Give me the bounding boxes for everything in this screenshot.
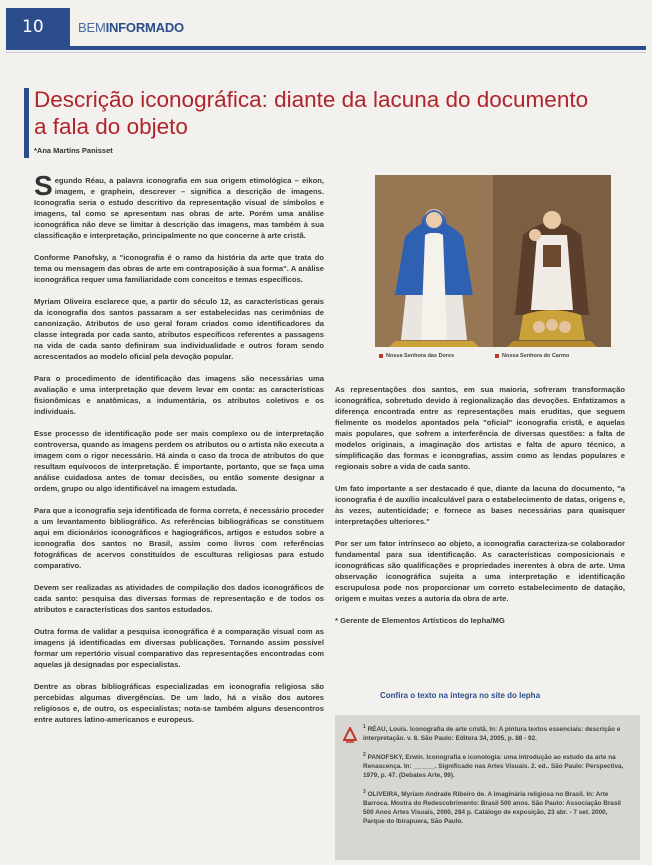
left-column (34, 170, 324, 736)
paragraph: Outra forma de validar a pesquisa iconográfica é a comparação visual com as imagens já identificadas em diversas publicações. Tornando assim possível formar um repertório visual comparativo das representações encontradas com aquelas já designadas por especialistas. (34, 627, 324, 669)
article-author: *Ana Martins Panisset (34, 146, 113, 155)
page-number: 10 (6, 8, 70, 46)
header-rule (6, 46, 646, 50)
paragraph: As representações dos santos, em sua maioria, sofreram transformação iconográfica, sobretudo devido à regionalização das devoções. Enfatizamos a diferença encontrada entre as representações mais eruditas, que seguem fielmente os modelos apontados pela "oficial" iconografia cristã, e aquelas mais populares, que sofrem a interferência de diversas questões: a falta de modelos originais, a imaginação dos artistas e falta de apuro técnico, a simplificação das formas e iconografias, assim como as lendas populares e regionais sobre a vida de cada santo. (335, 385, 625, 471)
title-accent-bar (24, 88, 29, 158)
drop-cap: S (34, 170, 53, 201)
paragraph: Por ser um fator intrínseco ao objeto, a iconografia caracteriza-se colaborador fundamental para sua identificação. As características composicionais e iconográficas são qualificações e propriedades inerentes à obra de arte. Uma observação iconográfica sujeita a uma interpretação e identificação escrupulosa pode nos proporcionar um correto estabelecimento de datação, origem e muitas vezes a autoria da obra de arte. (335, 539, 625, 603)
brand-part1: BEM (78, 20, 106, 35)
footnotes-box (335, 715, 640, 860)
paragraph: Conforme Panofsky, a "iconografia é o ramo da história da arte que trata do tema ou mensagem das obras de arte em contraposição à sua forma". A análise iconográfica requer uma familiaridade com conceitos e temas específicos. (34, 253, 324, 284)
iepha-site-link[interactable]: Confira o texto na íntegra no site do Iepha (380, 691, 541, 700)
paragraph: Esse processo de identificação pode ser mais complexo ou de interpretação controversa, quando as imagens perdem os atributos ou o artista não executa a imagem com o rigor necessário. Há ainda o caso da troca de atributos do que resultam equívocos de interpretação. É importante, portanto, que se faça uma análise cuidadosa antes de tomar decisões, ou então somente designar a ordem, grupo ou algo identificável na imagem estudada. (34, 429, 324, 493)
caption-bullet-icon (379, 354, 383, 358)
footnote: $^3$ OLIVEIRA, Myriam Andrade Ribeiro de. A imaginária religiosa no Brasil. In: Arte Barroca. Mostra do Redescobrimento: Brasil 500 anos. São Paulo: Associação Brasil 500 Anos Artes Visuais, 2000, 284 p. Catálogo de exposição, 23 abr. - 7 set. 2000, Parque do Ibirapuera, São Paulo. (363, 789, 621, 826)
photo-nossa-senhora-das-dores (375, 175, 493, 347)
photo-nossa-senhora-do-carmo (493, 175, 611, 347)
paragraph: Segundo Réau, a palavra iconografia em sua origem etimológica – eikon, imagem, e graphein, descrever – significa a descrição de imagens. Iconografia seria o estudo descritivo da representação visual de símbolos e imagens, tal como se apresentam nas obras de arte. Porém uma análise iconográfica não deve se limitar à descrição das imagens, mas também à sua classificação e interpretação, principalmente no que concerne à arte cristã. (34, 170, 324, 240)
brand-part2: INFORMADO (105, 20, 184, 35)
paragraph: Devem ser realizadas as atividades de compilação dos dados iconográficos de cada santo: pesquisa das diversas formas de representação e de todos os atributos e características dos santos estudados. (34, 583, 324, 614)
header-rule-thin (6, 52, 646, 53)
photo-caption: Nossa Senhora do Carmo (495, 353, 569, 359)
article-title: Descrição iconográfica: diante da lacuna do documento a fala do objeto (34, 87, 589, 139)
author-note: * Gerente de Elementos Artísticos do Iepha/MG (335, 616, 505, 625)
right-column (335, 384, 625, 637)
photo-caption: Nossa Senhora das Dores (379, 353, 454, 359)
footnote: $^2$ PANOFSKY, Erwin. Iconografia e iconologia: uma introdução ao estudo da arte na Renascença. In: ______. Significado nas Artes Visuais. 2. ed.. São Paulo: Perspectiva, 1979, p. 47. (Debates Arte, 99). (363, 752, 624, 780)
notes-icon (343, 727, 357, 743)
footnote: $^1$ RÉAU, Louis. Iconografia de arte cristã. In: A pintura textos essenciais: descrição e interpretação. v. 8. São Paulo: Editora 34, 2005, p. 88 - 92. (363, 724, 621, 743)
paragraph: Um fato importante a ser destacado é que, diante da lacuna do documento, "a iconografia é de auxílio incalculável para o estabelecimento de datas, origens e, às vezes, autenticidade; e fornece as bases necessárias para quaisquer interpretações ulteriores." (335, 484, 625, 526)
caption-bullet-icon (495, 354, 499, 358)
page-header (0, 0, 652, 50)
paragraph: Dentre as obras bibliográficas especializadas em iconografia religiosa são percebidas algumas divergências. De um lado, há a visão dos autores religiosos e, de outro, os especialistas; nota-se também alguns desencontros entre autores latino-americanos e europeus. (34, 682, 324, 724)
paragraph: Para o procedimento de identificação das imagens são necessárias uma avaliação e uma interpretação que devem levar em conta: as características fisionômicas e anatômicas, a indumentária, os atributos coletivos e os individuais. (34, 374, 324, 416)
paragraph: Para que a iconografia seja identificada de forma correta, é necessário proceder a um levantamento bibliográfico. As referências bibliográficas se constituem aqui em dicionários iconográficos e hagiográficos, artigos e estudos sobre a iconografia dos santos no Brasil, assim como livros com referências fotográficas de acervos constituídos de esculturas religiosas para estudo comparativo. (34, 506, 324, 570)
magazine-brand (78, 20, 184, 35)
paragraph: Myriam Oliveira esclarece que, a partir do século 12, as características gerais da iconografia dos santos passaram a ser estabelecidas nas cerimônias de canonização. Atributos de uso geral foram criados como identificadores da classe integrada por cada santo, atributos específicos referentes a passagens na vida de cada santo definiram sua individualidade e outros foram sendo acrescentados ao modelo oficial pela devoção popular. (34, 297, 324, 361)
